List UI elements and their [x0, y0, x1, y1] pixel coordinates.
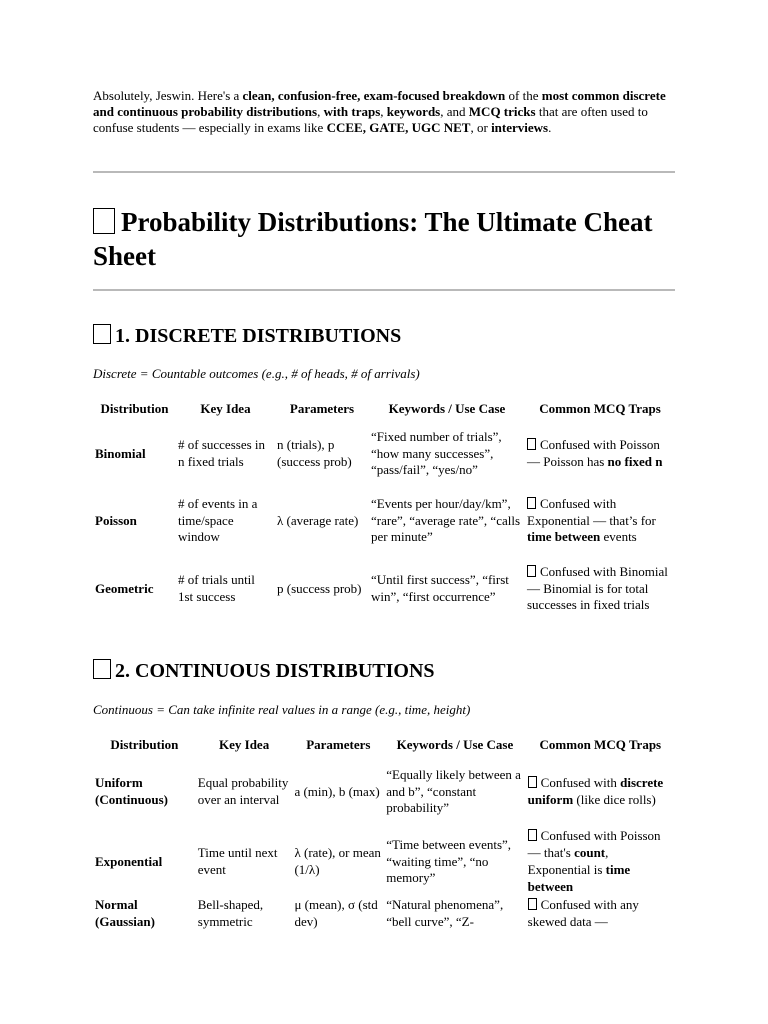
mcq-trap [525, 555, 675, 623]
intro-bold: keywords [386, 104, 441, 119]
intro-text: . [548, 120, 552, 135]
trap-bold: count [574, 845, 606, 861]
parameters: λ (rate), or mean (1/λ) [294, 845, 381, 877]
intro-text: , or [470, 120, 492, 135]
trap-text: Confused with Binomial — Binomial is for total successes in fixed trials [527, 563, 668, 613]
key-idea: Equal probability over an interval [197, 775, 289, 807]
trap-text: events [600, 529, 637, 545]
column-header: Keywords / Use Case [388, 400, 506, 416]
keywords: “Natural phenomena”, “bell curve”, “Z- [386, 897, 504, 929]
intro-text: , [317, 104, 324, 119]
emoji-placeholder-icon [527, 438, 536, 450]
trap-bold: time between [527, 529, 601, 545]
table-row [93, 487, 675, 555]
parameters: n (trials), p (success prob) [277, 437, 352, 469]
keywords: “Events per hour/day/km”, “rare”, “average rate”, “calls per minute” [371, 495, 521, 545]
divider [93, 289, 675, 291]
page-title [93, 205, 675, 273]
intro-text: of the [505, 88, 542, 103]
page-title-text: Probability Distributions: The Ultimate Cheat Sheet [93, 207, 653, 271]
parameters: p (success prob) [277, 580, 362, 596]
parameters: λ (average rate) [277, 512, 359, 528]
column-header: Distribution [100, 400, 169, 416]
intro-text: , and [440, 104, 469, 119]
table-row [93, 555, 675, 623]
column-header: Key Idea [219, 736, 270, 752]
trap-text: (like dice rolls) [573, 792, 656, 807]
trap-text: Confused with Poisson — that's [527, 828, 661, 861]
intro-bold: most common discrete and continuous probability distributions [93, 88, 666, 119]
emoji-placeholder-icon [528, 776, 537, 788]
mcq-trap [526, 757, 675, 827]
table-row [93, 421, 675, 487]
mcq-trap [525, 421, 675, 487]
intro-bold: clean, confusion-free, exam-focused breakdown [242, 88, 506, 103]
intro-bold: interviews [491, 120, 549, 135]
distribution-name: Uniform (Continuous) [95, 775, 168, 807]
keywords: “Fixed number of trials”, “how many successes”, “pass/fail”, “yes/no” [371, 428, 502, 478]
intro-bold: MCQ tricks [468, 104, 536, 119]
intro-text: Absolutely, Jeswin. Here's a [93, 88, 243, 103]
distribution-name: Exponential [95, 853, 163, 869]
section-heading-continuous [93, 658, 675, 684]
emoji-placeholder-icon [528, 898, 537, 910]
key-idea: # of trials until 1st success [178, 572, 255, 604]
mcq-trap [526, 897, 675, 937]
column-header: Common MCQ Traps [539, 400, 661, 416]
trap-bold: no fixed n [607, 454, 663, 469]
column-header: Distribution [110, 736, 179, 752]
section-heading-text: 2. CONTINUOUS DISTRIBUTIONS [115, 660, 435, 682]
trap-text: , Exponential is [527, 845, 609, 877]
discrete-table [93, 397, 675, 623]
keywords: “Equally likely between a and b”, “constant probability” [386, 766, 521, 816]
emoji-placeholder-icon [93, 208, 115, 234]
keywords: “Until first success”, “first win”, “first occurrence” [371, 572, 509, 604]
table-row [93, 897, 675, 937]
section-heading-text: 1. DISCRETE DISTRIBUTIONS [115, 325, 402, 347]
continuous-note: Continuous = Can take infinite real values in a range (e.g., time, height) [93, 702, 471, 717]
intro-bold: CCEE, GATE, UGC NET [326, 120, 471, 135]
discrete-note: Discrete = Countable outcomes (e.g., # of heads, # of arrivals) [93, 366, 420, 381]
mcq-trap [526, 827, 675, 897]
column-header: Keywords / Use Case [396, 736, 514, 752]
emoji-placeholder-icon [93, 659, 111, 679]
intro-bold: with traps [323, 104, 381, 119]
column-header: Parameters [306, 736, 371, 752]
section-heading-discrete [93, 323, 675, 349]
trap-bold: discrete uniform [527, 775, 664, 807]
parameters: μ (mean), σ (std dev) [294, 897, 378, 929]
trap-text: Confused with Poisson — Poisson has [527, 437, 660, 469]
mcq-trap [525, 487, 675, 555]
key-idea: # of successes in n fixed trials [178, 437, 266, 469]
emoji-placeholder-icon [528, 829, 537, 841]
distribution-name: Geometric [95, 580, 154, 596]
trap-bold: time between [527, 862, 631, 894]
table-row [93, 827, 675, 897]
trap-text: Confused with [540, 775, 621, 791]
keywords: “Time between events”, “waiting time”, “no memory” [386, 836, 512, 886]
table-header-row [93, 397, 675, 421]
intro-text: , [380, 104, 387, 119]
column-header: Parameters [289, 400, 355, 416]
trap-text: Confused with any skewed data — [527, 897, 639, 929]
table-row [93, 757, 675, 827]
column-header: Key Idea [200, 400, 251, 416]
distribution-name: Poisson [95, 512, 137, 528]
table-header-row [93, 733, 675, 757]
intro-paragraph [93, 88, 675, 136]
continuous-table [93, 733, 675, 937]
emoji-placeholder-icon [527, 497, 536, 509]
column-header: Common MCQ Traps [539, 736, 662, 752]
parameters: a (min), b (max) [294, 783, 380, 799]
emoji-placeholder-icon [93, 324, 111, 344]
key-idea: # of events in a time/space window [178, 495, 258, 545]
key-idea: Bell-shaped, symmetric [197, 897, 264, 929]
intro-text: that are often used to confuse students — especially in exams like [93, 104, 648, 135]
distribution-name: Binomial [95, 445, 146, 461]
divider [93, 171, 675, 173]
key-idea: Time until next event [197, 845, 278, 877]
trap-text: Confused with Exponential — that’s for [527, 495, 656, 528]
emoji-placeholder-icon [527, 565, 536, 577]
distribution-name: Normal (Gaussian) [95, 897, 155, 929]
